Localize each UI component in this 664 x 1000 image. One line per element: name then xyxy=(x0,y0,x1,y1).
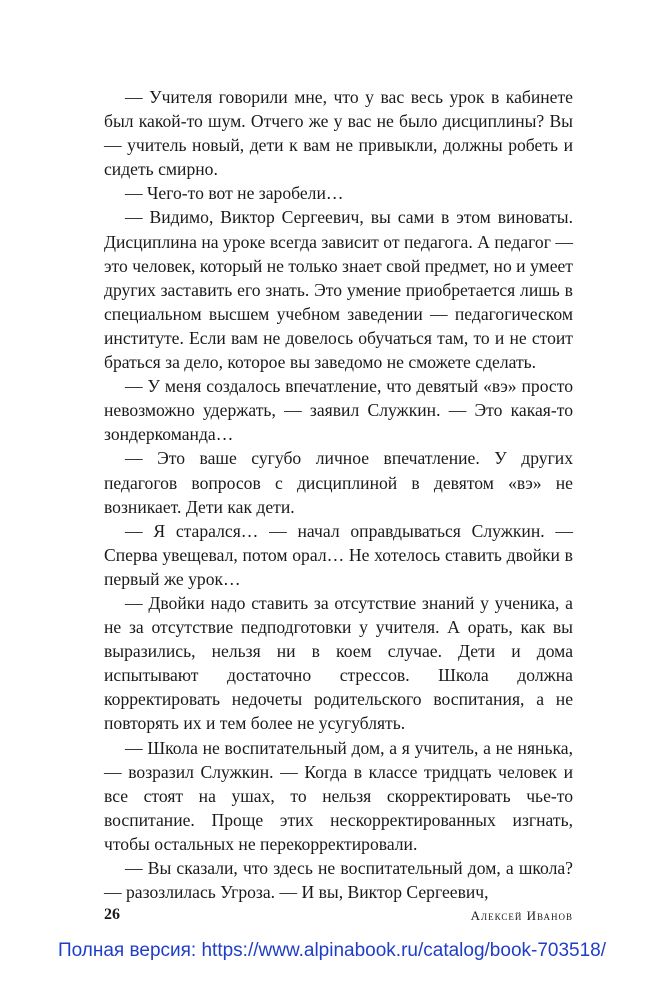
paragraph: — Видимо, Виктор Сергеевич, вы сами в этом виноваты. Дисциплина на уроке всегда зависит от педагога. А педагог — это человек, который не только знает свой предмет, но и умеет других заставить его знать. Это умение приобретается лишь в специальном высшем учебном заведении — педагогическом институте. Если вам не довелось обучаться там, то и не стоит браться за дело, которое вы заведомо не сможете сделать. xyxy=(104,207,573,373)
paragraph: — У меня создалось впечатление, что девятый «вэ» просто невозможно удержать, — заявил Служкин. — Это какая-то зондеркоманда… xyxy=(104,376,573,445)
page-number: 26 xyxy=(104,906,120,923)
running-footer-author: Алексей Иванов xyxy=(470,908,573,923)
paragraph: — Школа не воспитательный дом, а я учитель, а не нянька, — возразил Служкин. — Когда в классе тридцать человек и все стоят на ушах, то нельзя скорректировать чье-то воспитание. Проще этих нескорректированных изгнать, чтобы остальных не перекорректировали. xyxy=(104,737,573,854)
paragraph: — Двойки надо ставить за отсутствие знаний у ученика, а не за отсутствие педподготовки у учителя. А орать, как вы выразились, нельзя ни в коем случае. Дети и дома испытывают достаточно стрессов. Школа должна корректировать недочеты родительского воспитания, а не повторять их и тем более не усугублять. xyxy=(104,592,573,734)
paragraph: — Учителя говорили мне, что у вас весь урок в кабинете был какой-то шум. Отчего же у вас не было дисциплины? Вы — учитель новый, дети к вам не привыкли, должны робеть и сидеть смирно. xyxy=(104,87,573,180)
paragraph: — Это ваше сугубо личное впечатление. У других педагогов вопросов с дисциплиной в девятом «вэ» не возникает. Дети как дети. xyxy=(104,448,573,517)
paragraph: — Чего-то вот не заробели… xyxy=(125,183,344,204)
paragraph: — Я старался… — начал оправдываться Служкин. — Сперва увещевал, потом орал… Не хотелось ставить двойки в первый же урок… xyxy=(104,520,573,589)
paragraph: — Вы сказали, что здесь не воспитательный дом, а школа? — разозлилась Угроза. — И вы, Виктор Сергеевич, xyxy=(104,858,573,903)
page-text xyxy=(104,85,573,904)
full-version-link[interactable]: Полная версия: https://www.alpinabook.ru/catalog/book-703518/ xyxy=(57,940,607,961)
